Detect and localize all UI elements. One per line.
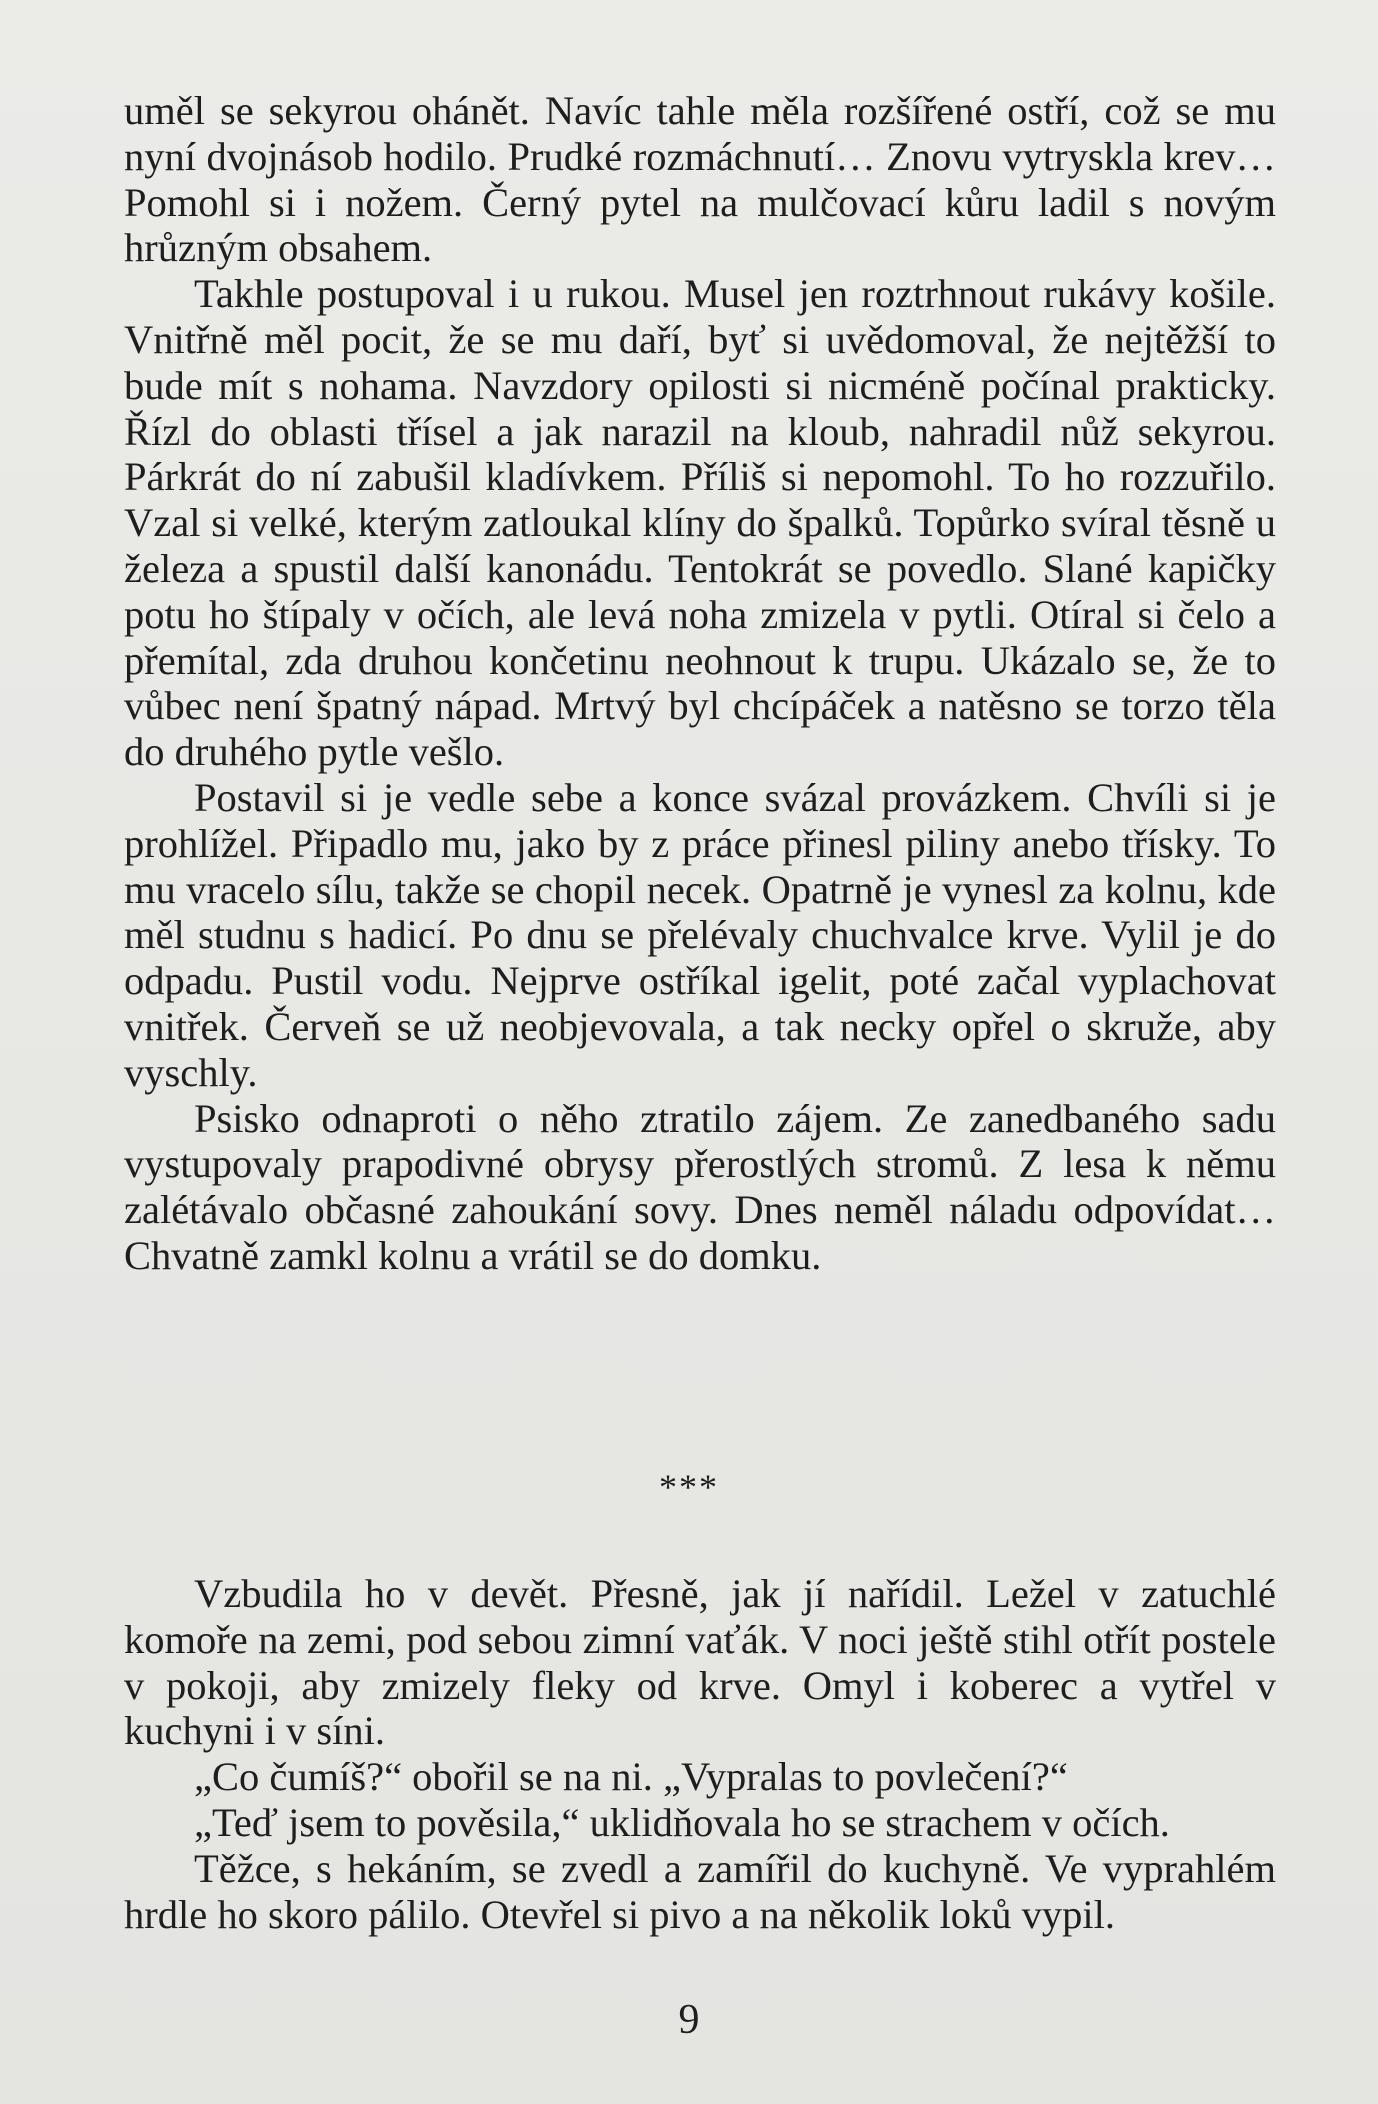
paragraph: Takhle postupoval i u rukou. Musel jen roztrhnout rukávy košile. Vnitřně měl pocit, že se mu daří, byť si uvědomoval, že nejtěžší to bude mít s nohama. Navzdory opilosti si nicméně počínal prakticky. Řízl do oblasti třísel a jak narazil na kloub, nahradil nůž sekyrou. Párkrát do ní zabušil kladívkem. Příliš si nepomohl. To ho rozzuřilo. Vzal si velké, kterým zatloukal klíny do špalků. Topůrko svíral těsně u železa a spustil další kanonádu. Tentokrát se povedlo. Slané kapičky potu ho štípaly v očích, ale levá noha zmizela v pytli. Otíral si čelo a přemítal, zda druhou končetinu neohnout k trupu. Ukázalo se, že to vůbec není špatný nápad. Mrtvý byl chcípáček a natěsno se torzo těla do druhého pytle vešlo. [124,271,1276,775]
paragraph: Psisko odnaproti o něho ztratilo zájem. Ze zanedbaného sadu vystupovaly prapodivné obrysy přerostlých stromů. Z lesa k němu zalétávalo občasné zahoukání sovy. Dnes neměl náladu odpovídat… Chvatně zamkl kolnu a vrátil se do domku. [124,1095,1276,1278]
paragraph: Postavil si je vedle sebe a konce svázal provázkem. Chvíli si je prohlížel. Připadlo mu, jako by z práce přinesl piliny anebo třísky. To mu vracelo sílu, takže se chopil necek. Opatrně je vynesl za kolnu, kde měl studnu s hadicí. Po dnu se přelévaly chuchvalce krve. Vylil je do odpadu. Pustil vodu. Nejprve ostříkal igelit, poté začal vyplachovat vnitřek. Červeň se už neobjevovala, a tak necky opřel o skruže, aby vyschly. [124,774,1276,1095]
text-section-two [124,1571,1276,1937]
dialogue-line: „Co čumíš?“ obořil se na ni. „Vypralas to povlečení?“ [194,1754,1068,1800]
dialogue-line: „Teď jsem to pověsila,“ uklidňovala ho se strachem v očích. [194,1799,1170,1845]
paragraph: uměl se sekyrou ohánět. Navíc tahle měla rozšířené ostří, což se mu nyní dvojnásob hodilo. Prudké rozmáchnutí… Znovu vytryskla krev… Pomohl si i nožem. Černý pytel na mulčovací kůru ladil s novým hrůzným obsahem. [124,88,1276,271]
text-section-one [124,88,1276,1279]
page-number: 9 [678,1997,700,2043]
paragraph: Těžce, s hekáním, se zvedl a zamířil do kuchyně. Ve vyprahlém hrdle ho skoro pálilo. Otevřel si pivo a na několik loků vypil. [124,1845,1276,1937]
section-separator: *** [659,1467,719,1507]
paragraph: Vzbudila ho v devět. Přesně, jak jí nařídil. Ležel v zatuchlé komoře na zemi, pod sebou zimní vaťák. V noci ještě stihl otřít postele v pokoji, aby zmizely fleky od krve. Omyl i koberec a vytřel v kuchyni i v síni. [124,1571,1276,1754]
